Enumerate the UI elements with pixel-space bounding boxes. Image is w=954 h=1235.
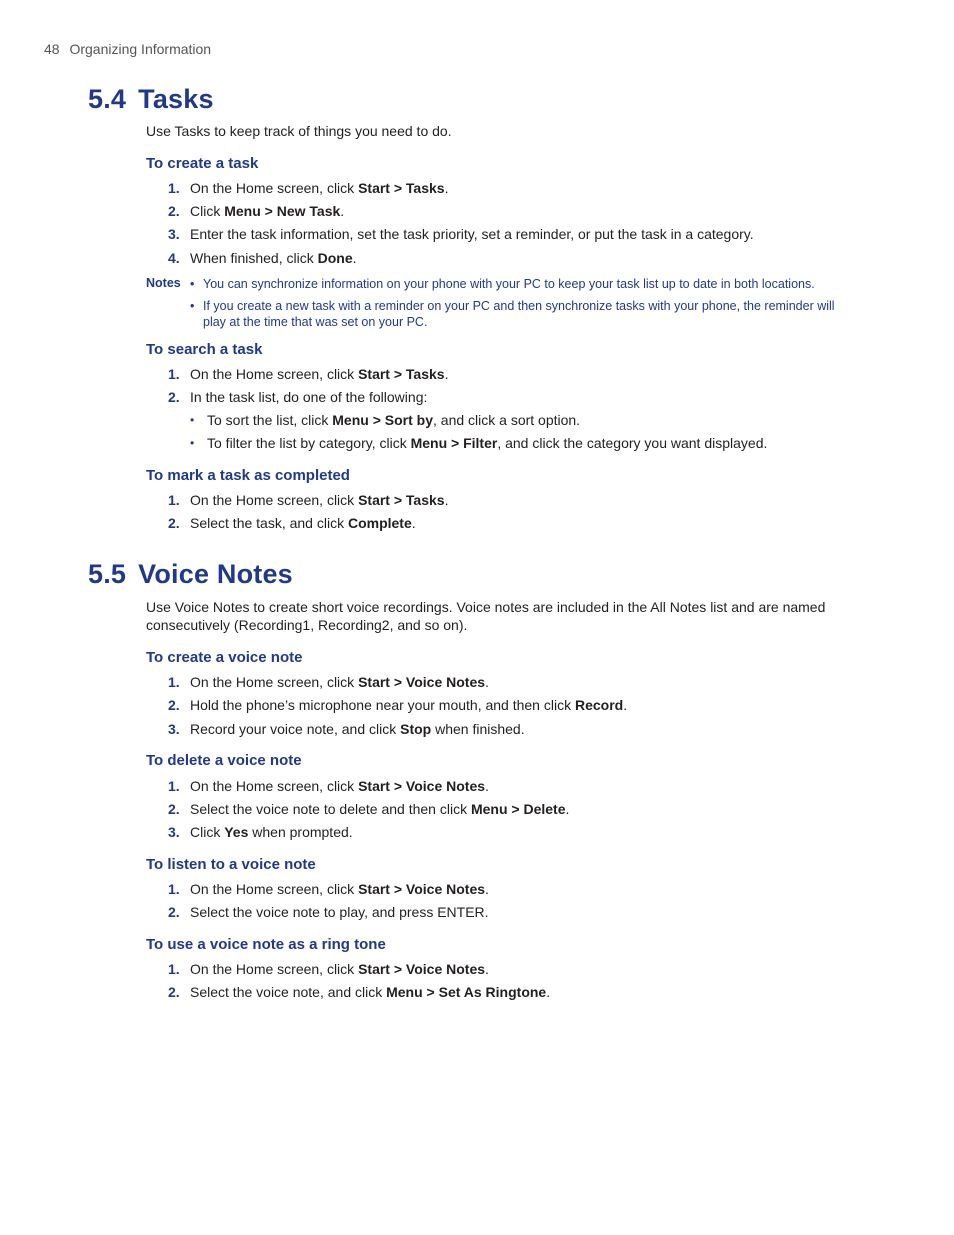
step-text: . — [485, 778, 489, 794]
step-text: On the Home screen, click — [190, 674, 359, 690]
step-text: , and click the category you want displayed. — [497, 435, 768, 451]
step-text: . — [623, 697, 628, 713]
ui-label: Menu > Sort by — [332, 412, 433, 428]
section-number: 5.4 — [88, 84, 127, 114]
step-item — [168, 365, 868, 383]
step-text: . — [444, 492, 449, 508]
step-text: Enter the task information, set the task priority, set a reminder, or put the task in a category. — [190, 226, 754, 242]
step-number: 2. — [168, 904, 180, 920]
bullet-icon: • — [190, 413, 195, 427]
step-number: 1. — [168, 778, 180, 794]
step-item — [168, 696, 868, 714]
step-text: Select the task, and click — [190, 515, 348, 531]
section-intro: Use Tasks to keep track of things you need to do. — [146, 123, 452, 139]
step-text: On the Home screen, click — [190, 492, 359, 508]
bullet-icon: • — [190, 277, 195, 291]
step-text: Select the voice note, and click — [190, 984, 387, 1000]
ui-label: Menu > Filter — [410, 435, 498, 451]
subheading-search-task: To search a task — [146, 341, 263, 358]
step-text: Click — [190, 824, 225, 840]
ui-label: Start > Tasks — [358, 366, 445, 382]
step-item — [168, 514, 868, 532]
step-text: . — [485, 881, 489, 897]
ui-label: Start > Tasks — [358, 492, 445, 508]
step-text: On the Home screen, click — [190, 881, 359, 897]
subheading-delete-voice-note: To delete a voice note — [146, 752, 302, 769]
running-header — [44, 41, 211, 57]
ui-label: Yes — [224, 824, 249, 840]
note-item — [190, 298, 860, 330]
step-item — [168, 249, 868, 267]
ui-label: Menu > New Task — [224, 203, 341, 219]
step-text: On the Home screen, click — [190, 778, 359, 794]
step-text: In the task list, do one of the following: — [190, 389, 428, 405]
step-number: 2. — [168, 515, 180, 531]
step-text: Hold the phone’s microphone near your mouth, and then click — [190, 697, 575, 713]
ui-label: Complete — [347, 515, 412, 531]
section-name: Tasks — [138, 84, 214, 114]
ui-label: Menu > Delete — [470, 801, 566, 817]
step-number: 1. — [168, 674, 180, 690]
step-item — [168, 880, 868, 898]
subheading-ring-tone: To use a voice note as a ring tone — [146, 936, 386, 953]
section-name: Voice Notes — [138, 559, 293, 589]
bullet-item — [190, 434, 850, 452]
step-item — [168, 777, 868, 795]
ui-label: Done — [317, 250, 353, 266]
step-number: 2. — [168, 697, 180, 713]
step-item — [168, 202, 868, 220]
step-text: . — [565, 801, 570, 817]
step-number: 1. — [168, 881, 180, 897]
step-text: , and click a sort option. — [433, 412, 581, 428]
step-item — [168, 673, 868, 691]
note-text: If you create a new task with a reminder on your PC and then synchronize tasks with your phone, the reminder will play at the time that was set on your PC. — [203, 299, 835, 329]
step-text: . — [411, 515, 416, 531]
step-number: 3. — [168, 824, 180, 840]
note-text: You can synchronize information on your phone with your PC to keep your task list up to date in both locations. — [203, 277, 815, 291]
step-text: Select the voice note to delete and then click — [190, 801, 471, 817]
step-number: 2. — [168, 984, 180, 1000]
step-item — [168, 179, 868, 197]
section-intro: Use Voice Notes to create short voice recordings. Voice notes are included in the All Notes list and are named consecutively (Recording1, Recording2, and so on). — [146, 599, 826, 633]
note-item — [190, 276, 860, 292]
step-text: When finished, click — [190, 250, 318, 266]
step-item — [168, 960, 868, 978]
ui-label: Record — [574, 697, 624, 713]
step-text: . — [485, 961, 489, 977]
section-number: 5.5 — [88, 559, 127, 589]
step-text: On the Home screen, click — [190, 180, 359, 196]
step-number: 1. — [168, 961, 180, 977]
step-number: 3. — [168, 721, 180, 737]
ui-label: Start > Tasks — [358, 180, 445, 196]
step-text: . — [352, 250, 357, 266]
step-text: To filter the list by category, click — [207, 435, 411, 451]
ui-label: Start > Voice Notes — [358, 961, 486, 977]
step-item — [168, 388, 868, 406]
step-text: Select the voice note to play, and press ENTER. — [190, 904, 489, 920]
step-text: . — [444, 366, 449, 382]
step-number: 3. — [168, 226, 180, 242]
step-item — [168, 800, 868, 818]
step-text: when prompted. — [248, 824, 353, 840]
notes-label: Notes — [146, 276, 181, 290]
step-item — [168, 823, 868, 841]
step-number: 1. — [168, 180, 180, 196]
step-text: Click — [190, 203, 225, 219]
subheading-create-voice-note: To create a voice note — [146, 649, 303, 666]
step-item — [168, 983, 868, 1001]
ui-label: Start > Voice Notes — [358, 674, 486, 690]
step-text: On the Home screen, click — [190, 366, 359, 382]
step-number: 1. — [168, 366, 180, 382]
step-item — [168, 720, 868, 738]
section-title-tasks — [88, 84, 214, 115]
step-item — [168, 225, 868, 243]
subheading-listen-voice-note: To listen to a voice note — [146, 856, 316, 873]
step-text: . — [340, 203, 345, 219]
subheading-mark-complete: To mark a task as completed — [146, 467, 350, 484]
step-text: . — [485, 674, 489, 690]
section-title-voice-notes — [88, 559, 293, 590]
bullet-icon: • — [190, 299, 195, 313]
ui-label: Menu > Set As Ringtone — [386, 984, 547, 1000]
ui-label: Start > Voice Notes — [358, 881, 486, 897]
page-number: 48 — [44, 41, 60, 57]
ui-label: Start > Voice Notes — [358, 778, 486, 794]
step-number: 2. — [168, 389, 180, 405]
step-text: On the Home screen, click — [190, 961, 359, 977]
step-number: 1. — [168, 492, 180, 508]
step-number: 2. — [168, 203, 180, 219]
step-text: To sort the list, click — [207, 412, 333, 428]
step-text: . — [546, 984, 551, 1000]
bullet-icon: • — [190, 436, 195, 450]
chapter-name: Organizing Information — [69, 41, 212, 57]
step-text: Record your voice note, and click — [190, 721, 401, 737]
step-text: when finished. — [431, 721, 525, 737]
step-text: . — [444, 180, 449, 196]
step-item — [168, 491, 868, 509]
step-item — [168, 903, 868, 921]
step-number: 2. — [168, 801, 180, 817]
ui-label: Stop — [400, 721, 432, 737]
subheading-create-task: To create a task — [146, 155, 259, 172]
step-number: 4. — [168, 250, 180, 266]
bullet-item — [190, 411, 850, 429]
